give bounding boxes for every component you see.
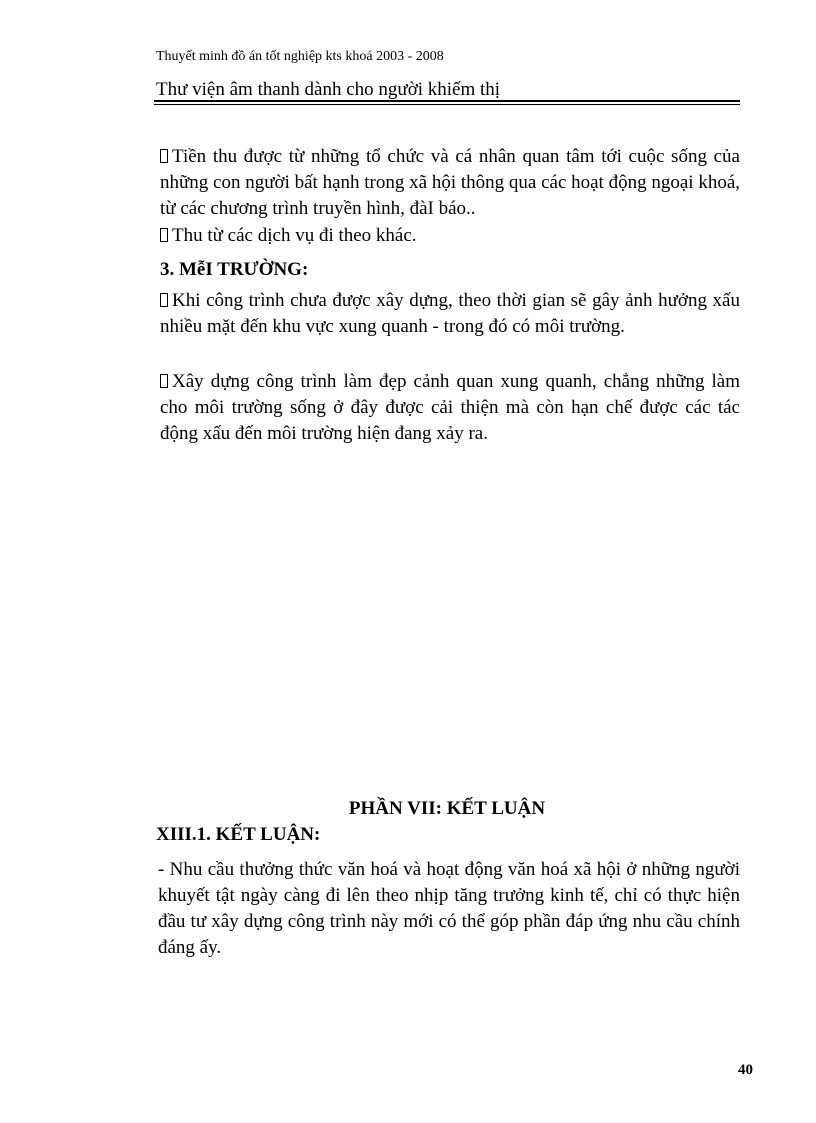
- bullet-box-icon: [160, 293, 168, 307]
- bullet-box-icon: [160, 374, 168, 388]
- paragraph-conclusion: - Nhu cầu thưởng thức văn hoá và hoạt động văn hoá xã hội ở những người khuyết tật ngày càng đi lên theo nhịp tăng trưởng kinh tế, chỉ có thực hiện đầu tư xây dựng công trình này mới có thể góp phần đáp ứng nhu cầu chính đáng ấy.: [158, 859, 740, 958]
- paragraph-text: Tiền thu được từ những tổ chức và cá nhân quan tâm tới cuộc sống của những con người bất hạnh trong xã hội thông qua các hoạt động ngoại khoá, từ các chương trình truyền hình, đàI báo..: [160, 146, 740, 219]
- section-title-conclusion: XIII.1. KẾT LUẬN:: [156, 824, 321, 845]
- header-title-line2: Thư viện âm thanh dành cho người khiếm thị: [156, 79, 501, 100]
- bullet-box-icon: [160, 149, 168, 163]
- paragraph-text: Xây dựng công trình làm đẹp cảnh quan xung quanh, chẳng những làm cho môi trường sống ở đây được cải thiện mà còn hạn chế được các tác động xấu đến môi trường hiện đang xảy ra.: [160, 371, 740, 444]
- page-number: 40: [738, 1062, 753, 1078]
- header-divider-thin: [154, 104, 740, 105]
- section-heading-environment: 3. MễI TRƯỜNG:: [160, 259, 309, 280]
- paragraph-funding-sources: [160, 144, 740, 222]
- paragraph-landscape-improvement: [160, 369, 740, 447]
- paragraph-other-services: [160, 223, 740, 249]
- paragraph-text: Thu từ các dịch vụ đi theo khác.: [172, 225, 417, 246]
- bullet-box-icon: [160, 228, 168, 242]
- header-title-line1: Thuyết minh đồ án tốt nghiệp kts khoá 2003 - 2008: [156, 49, 444, 64]
- part-title: PHẦN VII: KẾT LUẬN: [348, 798, 546, 819]
- header-divider-thick: [154, 100, 740, 102]
- paragraph-environment-impact: [160, 288, 740, 340]
- paragraph-text: Khi công trình chưa được xây dựng, theo thời gian sẽ gây ảnh hưởng xấu nhiều mặt đến khu vực xung quanh - trong đó có môi trường.: [160, 290, 740, 337]
